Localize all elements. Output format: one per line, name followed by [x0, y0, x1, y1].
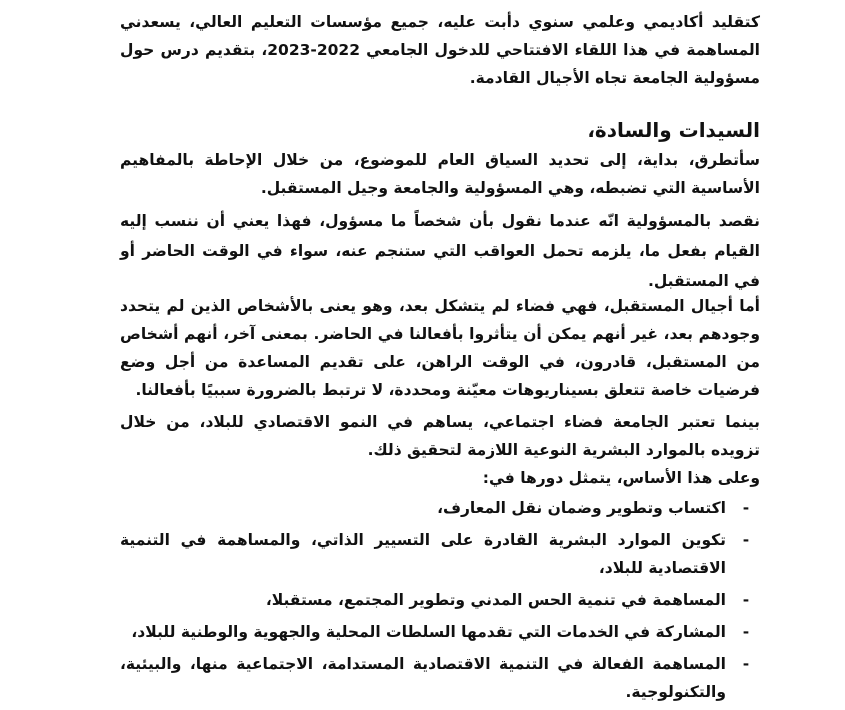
intro-paragraph: كتقليد أكاديمي وعلمي سنوي دأبت عليه، جميع مؤسسات التعليم العالي، يسعدني المساهمة في هذا اللقاء الافتتاحي للدخول الجامعي 2022-2023، بتقديم درس حول مسؤولية الجامعة تجاه الأجيال القادمة.	[120, 13, 760, 87]
paragraph-university: بينما تعتبر الجامعة فضاء اجتماعي، يساهم في النمو الاقتصادي للبلاد، من خلال تزويده بالموارد البشرية النوعية اللازمة لتحقيق ذلك.	[120, 413, 760, 459]
paragraph-responsibility: نقصد بالمسؤولية انّه عندما نقول بأن شخصاً ما مسؤول، فهذا يعني أن ننسب إليه القيام بفعل ما، يلزمه تحمل العواقب التي ستنجم عنه، سواء في الوقت الحاضر أو في المستقبل.	[120, 212, 760, 290]
list-item	[120, 618, 760, 646]
list-dash-marker: -	[742, 531, 750, 549]
document-page	[120, 0, 760, 701]
list-item-text: المساهمة في تنمية الحس المدني وتطوير المجتمع، مستقبلا،	[265, 591, 726, 609]
list-item-text: تكوين الموارد البشرية القادرة على التسيير الذاتي، والمساهمة في التنمية الاقتصادية للبلاد،	[120, 531, 726, 577]
paragraph-future-generations: أما أجيال المستقبل، فهي فضاء لم يتشكل بعد، وهو يعنى بالأشخاص الذين لم يتحدد وجودهم بعد، غير أنهم يمكن أن يتأثروا بأفعالنا في الحاضر. بمعنى آخر، أنهم أشخاص من المستقبل، قادرون، في الوقت الراهن، على تقديم المساعدة من أجل وضع فرضيات خاصة تتعلق بسيناريوهات معيّنة ومحددة، لا ترتبط بالضرورة سببيًا بأفعالنا.	[120, 297, 760, 399]
list-item-text: المشاركة في الخدمات التي تقدمها السلطات المحلية والجهوية والوطنية للبلاد،	[131, 623, 726, 641]
list-item-text: المساهمة الفعالة في التنمية الاقتصادية المستدامة، الاجتماعية منها، والبيئية، والتكنولوجية.	[120, 655, 726, 701]
section-heading: السيدات والسادة،	[587, 118, 760, 142]
list-dash-marker: -	[742, 623, 750, 641]
paragraph-role-intro: وعلى هذا الأساس، يتمثل دورها في:	[482, 469, 760, 487]
list-item-text: اكتساب وتطوير وضمان نقل المعارف،	[437, 499, 726, 517]
list-dash-marker: -	[742, 499, 750, 517]
role-list	[120, 494, 760, 710]
list-item	[120, 586, 760, 614]
list-item	[120, 494, 760, 522]
list-item	[120, 526, 760, 582]
paragraph-context: سأتطرق، بداية، إلى تحديد السياق العام للموضوع، من خلال الإحاطة بالمفاهيم الأساسية التي تضبطه، وهي المسؤولية والجامعة وجيل المستقبل.	[120, 151, 760, 197]
list-dash-marker: -	[742, 591, 750, 609]
list-item	[120, 650, 760, 706]
list-dash-marker: -	[742, 655, 750, 673]
